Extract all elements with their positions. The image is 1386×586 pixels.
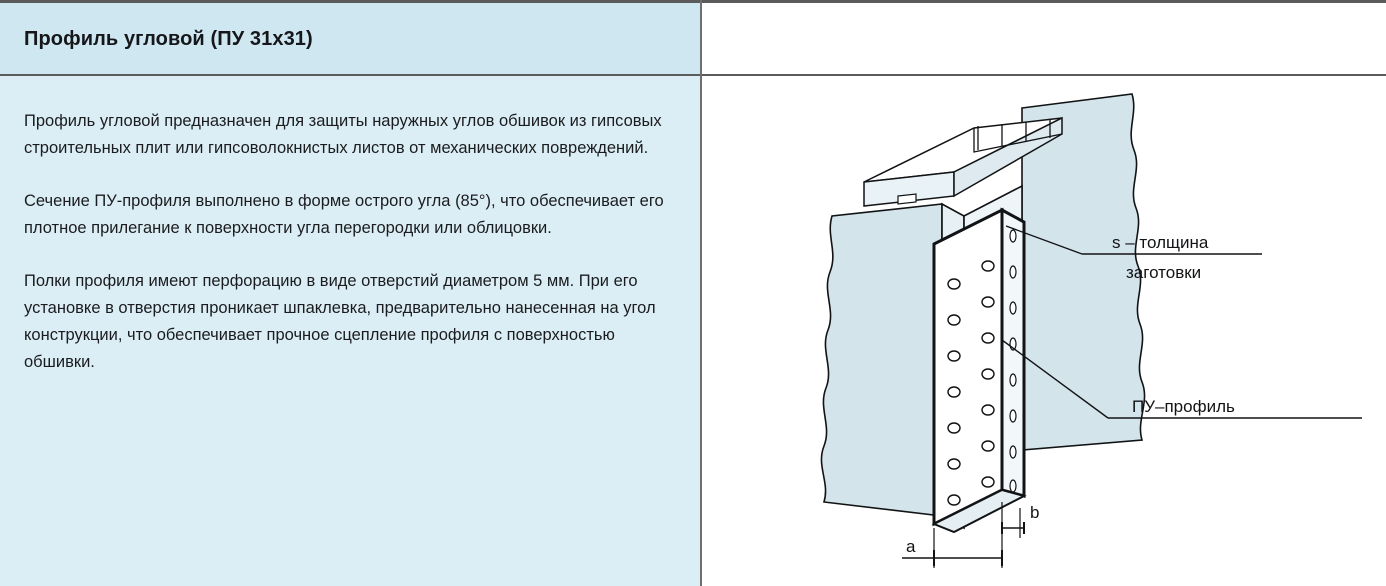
header-bottom-rule <box>0 74 700 76</box>
paragraph-2: Сечение ПУ-профиля выполнено в форме острого угла (85°), что обеспечивает его плотное прилегание к поверхности угла перегородки или облицовки. <box>24 192 664 237</box>
paragraph-1: Профиль угловой предназначен для защиты наружных углов обшивок из гипсовых строительных плит или гипсоволокнистых листов от механических повреждений. <box>24 112 662 157</box>
label-dim-a: a <box>906 537 916 556</box>
info-panel-header <box>0 0 700 76</box>
paragraph-3: Полки профиля имеют перфорацию в виде отверстий диаметром 5 мм. При его установке в отверстия проникает шпаклевка, предварительно нанесенная на угол конструкции, что обеспечивает прочное сцепление профиля с поверхностью обшивки. <box>24 272 656 371</box>
info-panel-body <box>24 108 674 376</box>
label-thickness-line1: s – толщина <box>1112 233 1209 252</box>
header-top-rule <box>0 0 700 3</box>
page-title: Профиль угловой (ПУ 31x31) <box>24 28 313 50</box>
profile-front-flange <box>934 210 1002 524</box>
drawing-top-rule <box>702 0 1386 3</box>
board-nib <box>898 194 916 204</box>
label-profile-name: ПУ–профиль <box>1132 397 1235 416</box>
corner-profile-illustration <box>702 76 1386 586</box>
drawing-panel <box>702 0 1386 586</box>
wall-left-body <box>821 204 942 516</box>
label-dim-b: b <box>1030 503 1040 522</box>
label-thickness-line2: заготовки <box>1126 263 1202 282</box>
